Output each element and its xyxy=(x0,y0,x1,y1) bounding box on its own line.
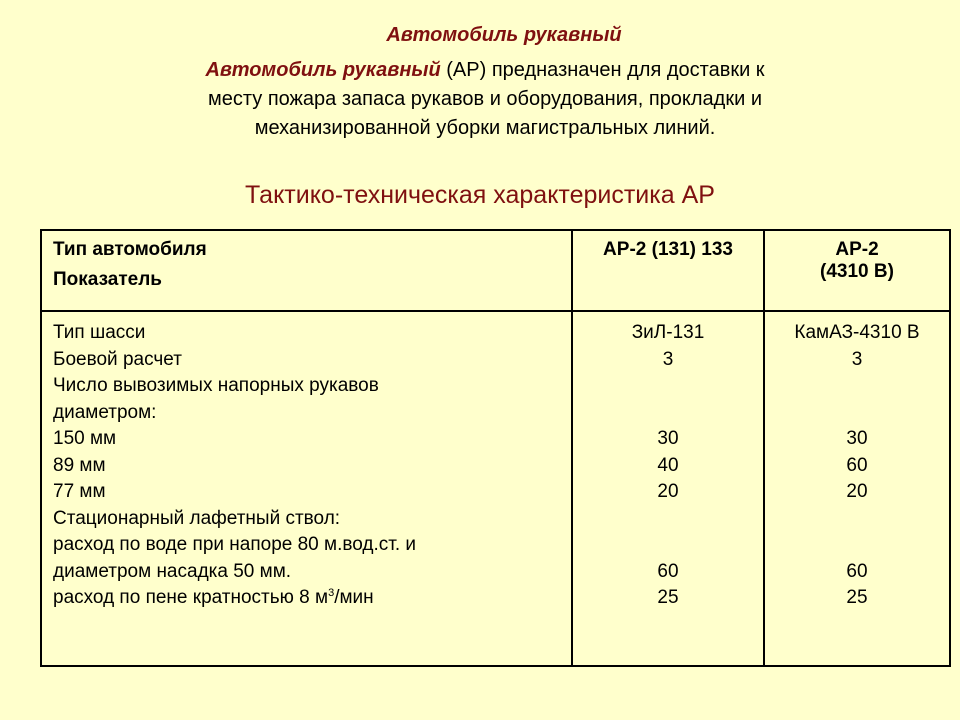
ar2-131-water-flow: 60 xyxy=(657,560,679,582)
label-77mm: 77 мм xyxy=(53,481,106,502)
table-body-row xyxy=(41,311,950,666)
ar2-131-77mm: 20 xyxy=(657,481,679,502)
header-ar2-131: АР-2 (131) 133 xyxy=(603,239,733,260)
label-monitor: Стационарный лафетный ствол: xyxy=(53,507,341,529)
header-ar2-4310-line2: (4310 В) xyxy=(820,261,894,282)
ar2-4310-foam-flow: 25 xyxy=(846,587,868,608)
ar2-131-chassis: ЗиЛ-131 xyxy=(631,322,705,343)
label-nozzle: диаметром насадка 50 мм. xyxy=(53,560,292,582)
intro-line-1 xyxy=(90,56,880,85)
ar2-4310-89mm: 60 xyxy=(846,454,868,476)
ar2-4310-77mm: 20 xyxy=(846,481,868,502)
ar2-131-150mm: 30 xyxy=(657,428,679,449)
specs-table xyxy=(40,229,951,667)
labels-cell xyxy=(41,311,572,666)
header-cell-indicator xyxy=(41,230,572,311)
header-vehicle-type: Тип автомобиля xyxy=(53,239,207,260)
ar2-131-blank-4 xyxy=(574,532,762,559)
table-header-row xyxy=(41,230,950,311)
table-title: Тактико-техническая характеристика АР xyxy=(245,181,715,209)
ar2-131-blank-1 xyxy=(574,373,762,400)
ar2-4310-blank-2 xyxy=(766,400,948,427)
ar2-131-crew: 3 xyxy=(662,348,674,370)
label-crew: Боевой расчет xyxy=(53,348,182,370)
label-diameter: диаметром: xyxy=(53,401,157,423)
ar2-131-blank-3 xyxy=(574,506,762,533)
ar2-4310-blank-3 xyxy=(766,506,948,533)
header-cell-ar2-131 xyxy=(572,230,764,311)
ar2-4310-water-flow: 60 xyxy=(846,560,868,582)
intro-line-3: механизированной уборки магистральных линий. xyxy=(254,117,716,139)
ar2-4310-150mm: 30 xyxy=(846,428,868,449)
label-foam-unit-rest: /мин xyxy=(334,587,374,608)
ar2-4310-blank-1 xyxy=(766,373,948,400)
page-title: Автомобиль рукавный xyxy=(386,24,622,46)
ar2-131-foam-flow: 25 xyxy=(657,587,679,608)
intro-emphasis: Автомобиль рукавный xyxy=(205,59,441,81)
label-foam-flow xyxy=(53,585,571,612)
ar2-131-cell xyxy=(572,311,764,666)
label-89mm: 89 мм xyxy=(53,454,106,476)
ar2-131-blank-2 xyxy=(574,400,762,427)
label-foam-flow-text: расход по пене кратностью 8 м xyxy=(53,587,329,608)
ar2-4310-chassis: КамАЗ-4310 В xyxy=(794,322,920,343)
label-foam-unit-exponent: 3 xyxy=(328,587,335,599)
ar2-4310-cell xyxy=(764,311,950,666)
intro-line-2: месту пожара запаса рукавов и оборудования, прокладки и xyxy=(208,88,762,110)
label-chassis: Тип шасси xyxy=(53,322,146,343)
intro-line-1-text: (АР) предназначен для доставки к xyxy=(440,59,765,81)
header-indicator: Показатель xyxy=(53,269,162,290)
label-hose-count: Число вывозимых напорных рукавов xyxy=(53,375,379,396)
ar2-4310-crew: 3 xyxy=(851,348,863,370)
header-ar2-4310-line1: АР-2 xyxy=(835,239,879,260)
ar2-4310-blank-4 xyxy=(766,532,948,559)
intro-paragraph xyxy=(90,56,880,143)
header-cell-ar2-4310 xyxy=(764,230,950,311)
label-150mm: 150 мм xyxy=(53,428,117,449)
ar2-131-89mm: 40 xyxy=(657,454,679,476)
label-water-flow: расход по воде при напоре 80 м.вод.ст. и xyxy=(53,534,417,555)
